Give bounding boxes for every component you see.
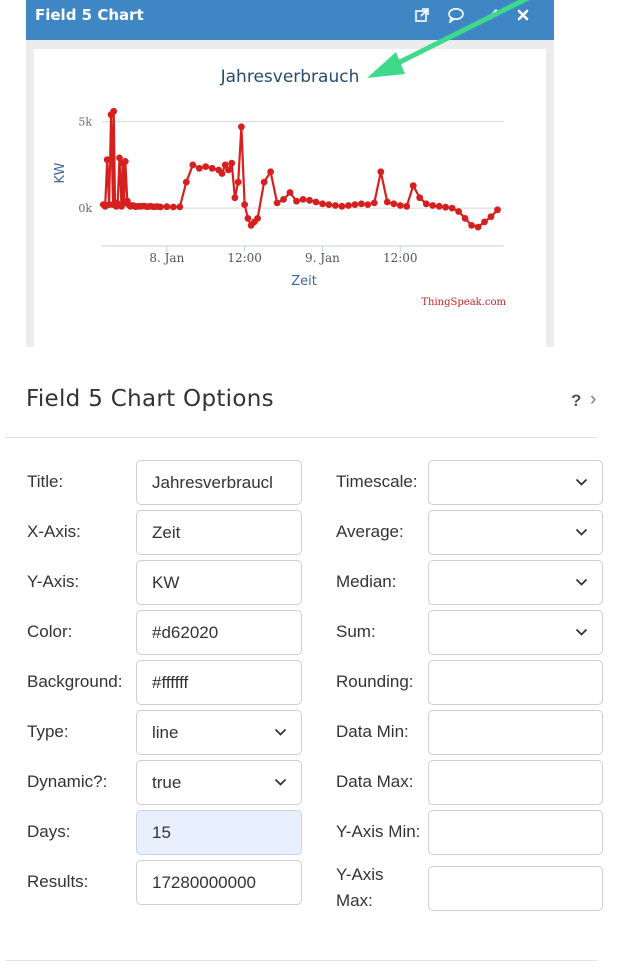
- data-point: [287, 189, 294, 196]
- label-color: Color:: [27, 622, 73, 641]
- comment-icon[interactable]: [446, 5, 466, 25]
- data-point: [423, 200, 430, 207]
- x-tick-label: 12:00: [382, 251, 418, 265]
- data-point: [202, 163, 209, 170]
- help-icon[interactable]: ?: [571, 391, 582, 410]
- data-point: [339, 203, 346, 210]
- input-days[interactable]: [136, 810, 302, 855]
- data-point: [176, 204, 183, 211]
- input-yaxismax[interactable]: [428, 866, 603, 911]
- data-point: [442, 204, 449, 211]
- data-point: [232, 194, 239, 201]
- data-point: [429, 202, 436, 209]
- select-dynamic[interactable]: [136, 760, 302, 805]
- data-point: [245, 215, 252, 222]
- chevron-down-icon: [274, 761, 287, 787]
- label-rounding: Rounding:: [336, 672, 414, 691]
- chart-credit: ThingSpeak.com: [421, 297, 506, 308]
- data-point: [449, 205, 456, 212]
- data-point: [488, 213, 495, 220]
- field-value: #d62020: [152, 623, 219, 642]
- data-point: [209, 165, 216, 172]
- data-point: [280, 196, 287, 203]
- widget-header: [26, 0, 554, 40]
- field-value: 15: [152, 823, 171, 842]
- data-point: [104, 156, 111, 163]
- data-point: [468, 222, 475, 229]
- x-axis-label: Zeit: [291, 274, 317, 289]
- chart-area: [34, 49, 546, 347]
- data-point: [326, 201, 333, 208]
- select-sum[interactable]: [428, 610, 603, 655]
- data-point: [481, 219, 488, 226]
- field-value: Zeit: [152, 523, 181, 542]
- label-yaxismax: Y-Axis Max:: [336, 865, 384, 910]
- data-point: [397, 202, 404, 209]
- data-point: [384, 199, 391, 206]
- data-point: [122, 158, 129, 165]
- data-point: [170, 204, 177, 211]
- field-value: true: [152, 773, 182, 792]
- data-point: [377, 168, 384, 175]
- y-axis-label: KW: [53, 162, 68, 184]
- select-average[interactable]: [428, 510, 603, 555]
- input-color[interactable]: [136, 610, 302, 655]
- options-title: Field 5 Chart Options: [26, 386, 274, 412]
- y-tick-label: 0k: [78, 202, 92, 216]
- chevron-down-icon: [575, 511, 588, 537]
- data-point: [241, 201, 248, 208]
- label-yaxis: Y-Axis:: [27, 572, 80, 591]
- widget-title: Field 5 Chart: [35, 6, 144, 24]
- series-line: [103, 111, 497, 227]
- data-point: [403, 203, 410, 210]
- data-point: [416, 194, 423, 201]
- data-point: [157, 204, 164, 211]
- label-timescale: Timescale:: [336, 472, 418, 491]
- select-type[interactable]: [136, 710, 302, 755]
- label-yaxismin: Y-Axis Min:: [336, 822, 421, 841]
- input-yaxismin[interactable]: [428, 810, 603, 855]
- label-results: Results:: [27, 872, 89, 891]
- label-xaxis: X-Axis:: [27, 522, 81, 541]
- data-point: [300, 196, 307, 203]
- close-icon[interactable]: [513, 5, 533, 25]
- data-point: [436, 203, 443, 210]
- data-point: [228, 160, 235, 167]
- label-datamin: Data Min:: [336, 722, 409, 741]
- data-point: [267, 168, 274, 175]
- data-point: [352, 201, 359, 208]
- x-tick-label: 8. Jan: [149, 251, 185, 265]
- field-value: #ffffff: [152, 673, 189, 692]
- data-point: [462, 215, 469, 222]
- data-point: [219, 170, 226, 177]
- close-options-icon[interactable]: ›: [590, 389, 597, 410]
- label-sum: Sum:: [336, 622, 376, 641]
- data-point: [494, 206, 501, 213]
- data-point: [364, 201, 371, 208]
- data-point: [196, 165, 203, 172]
- data-point: [358, 200, 365, 207]
- label-median: Median:: [336, 572, 397, 591]
- data-point: [319, 200, 326, 207]
- label-datamax: Data Max:: [336, 772, 414, 791]
- chevron-down-icon: [575, 611, 588, 637]
- data-point: [238, 123, 245, 130]
- chart-title: Jahresverbrauch: [220, 67, 360, 87]
- chevron-down-icon: [575, 561, 588, 587]
- label-background: Background:: [27, 672, 123, 691]
- data-point: [274, 200, 281, 207]
- data-point: [455, 208, 462, 215]
- data-point: [306, 197, 313, 204]
- external-link-icon[interactable]: [412, 5, 432, 25]
- label-title: Title:: [27, 472, 64, 491]
- field-value: Jahresverbraucl: [152, 473, 273, 492]
- label-dynamic: Dynamic?:: [27, 772, 108, 791]
- input-datamin[interactable]: [428, 710, 603, 755]
- data-point: [345, 202, 352, 209]
- data-point: [371, 200, 378, 207]
- select-median[interactable]: [428, 560, 603, 605]
- options-divider-top: [5, 437, 597, 438]
- chevron-down-icon: [575, 461, 588, 487]
- label-days: Days:: [27, 822, 71, 841]
- chevron-down-icon: [274, 711, 287, 737]
- input-background[interactable]: [136, 660, 302, 705]
- data-point: [293, 198, 300, 205]
- options-divider-bottom: [5, 960, 597, 961]
- data-point: [225, 167, 232, 174]
- data-point: [475, 224, 482, 231]
- data-point: [313, 199, 320, 206]
- input-xaxis[interactable]: [136, 510, 302, 555]
- data-point: [332, 202, 339, 209]
- input-rounding[interactable]: [428, 660, 603, 705]
- input-yaxis[interactable]: [136, 560, 302, 605]
- input-results[interactable]: [136, 860, 302, 905]
- field-value: KW: [152, 573, 180, 592]
- data-point: [261, 179, 268, 186]
- y-tick-label: 5k: [78, 115, 92, 129]
- data-point: [183, 179, 190, 186]
- data-point: [390, 200, 397, 207]
- select-timescale[interactable]: [428, 460, 603, 505]
- data-point: [163, 203, 170, 210]
- data-point: [235, 179, 242, 186]
- line-chart: [34, 49, 546, 347]
- data-point: [254, 215, 261, 222]
- data-point: [189, 162, 196, 169]
- label-average: Average:: [336, 522, 404, 541]
- label-type: Type:: [27, 722, 69, 741]
- pencil-icon[interactable]: [483, 5, 503, 25]
- field-value: line: [152, 723, 179, 742]
- chart-widget: [26, 0, 554, 347]
- input-title[interactable]: [136, 460, 302, 505]
- x-tick-label: 9. Jan: [304, 251, 340, 265]
- data-point: [410, 182, 417, 189]
- input-datamax[interactable]: [428, 760, 603, 805]
- field-value: 17280000000: [152, 873, 257, 892]
- data-point: [110, 108, 117, 115]
- x-tick-label: 12:00: [227, 251, 262, 265]
